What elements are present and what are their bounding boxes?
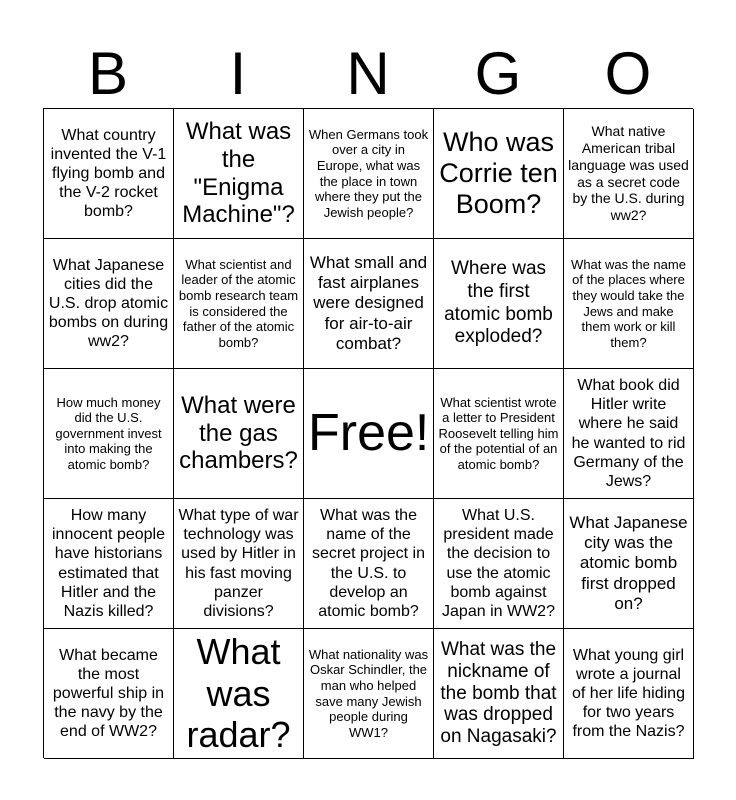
bingo-cell-r3c1[interactable] xyxy=(44,369,174,499)
cell-text: What U.S. president made the decision to use the atomic bomb against Japan in WW2? xyxy=(442,506,555,620)
bingo-cell-r5c4[interactable] xyxy=(434,629,564,759)
bingo-cell-r5c3[interactable] xyxy=(304,629,434,759)
bingo-cell-r2c5[interactable] xyxy=(564,239,694,369)
bingo-cell-r4c1[interactable] xyxy=(44,499,174,629)
bingo-cell-r2c1[interactable] xyxy=(44,239,174,369)
cell-text: What nationality was Oskar Schindler, the man who helped save many Jewish people during WW1? xyxy=(308,646,429,740)
cell-text: Who was Corrie ten Boom? xyxy=(439,126,558,220)
cell-text: What was the "Enigma Machine"? xyxy=(182,118,295,229)
bingo-cell-r3c5[interactable] xyxy=(564,369,694,499)
bingo-cell-r5c2[interactable] xyxy=(174,629,304,759)
header-letter-n: N xyxy=(346,40,390,107)
cell-text: What scientist wrote a letter to President Roosevelt telling him of the potential of an atomic bomb? xyxy=(438,394,559,472)
cell-text: What book did Hitler write where he said he wanted to rid Germany of the Jews? xyxy=(571,376,686,490)
header-letter-o: O xyxy=(604,40,652,107)
cell-text: What Japanese cities did the U.S. drop atomic bombs on during ww2? xyxy=(48,256,169,351)
cell-text: What became the most powerful ship in the navy by the end of WW2? xyxy=(52,646,165,741)
cell-text: What was the nickname of the bomb that was dropped on Nagasaki? xyxy=(440,638,557,748)
bingo-cell-r5c5[interactable] xyxy=(564,629,694,759)
bingo-cell-r2c4[interactable] xyxy=(434,239,564,369)
bingo-cell-r2c3[interactable] xyxy=(304,239,434,369)
bingo-board xyxy=(43,108,693,758)
bingo-cell-r4c5[interactable] xyxy=(564,499,694,629)
bingo-cell-r1c2[interactable] xyxy=(174,109,304,239)
bingo-cell-r4c4[interactable] xyxy=(434,499,564,629)
header-letter-g: G xyxy=(474,40,522,107)
cell-text: What was the name of the secret project in the U.S. to develop an atomic bomb? xyxy=(312,506,425,620)
cell-text: Where was the first atomic bomb exploded? xyxy=(444,257,553,348)
cell-text: What scientist and leader of the atomic bomb research team is considered the father of the atomic bomb? xyxy=(178,256,299,350)
cell-text: What was the name of the places where they would take the Jews and make them work or kill them? xyxy=(571,256,686,350)
cell-text: How much money did the U.S. government invest into making the atomic bomb? xyxy=(55,394,162,472)
cell-text: How many innocent people have historians estimated that Hitler and the Nazis killed? xyxy=(52,506,165,620)
cell-text: What young girl wrote a journal of her life hiding for two years from the Nazis? xyxy=(572,646,685,741)
bingo-cell-r2c2[interactable] xyxy=(174,239,304,369)
bingo-cell-r5c1[interactable] xyxy=(44,629,174,759)
bingo-cell-free[interactable] xyxy=(304,369,434,499)
cell-text: What type of war technology was used by Hitler in his fast moving panzer divisions? xyxy=(178,506,299,620)
cell-text: What was radar? xyxy=(186,631,291,756)
cell-text: What were the gas chambers? xyxy=(179,392,298,475)
bingo-cell-r3c4[interactable] xyxy=(434,369,564,499)
free-space-text: Free! xyxy=(308,404,430,463)
bingo-cell-r1c5[interactable] xyxy=(564,109,694,239)
header-letter-b: B xyxy=(87,40,129,107)
bingo-header xyxy=(43,40,693,108)
bingo-cell-r1c3[interactable] xyxy=(304,109,434,239)
bingo-cell-r1c4[interactable] xyxy=(434,109,564,239)
cell-text: What Japanese city was the atomic bomb first dropped on? xyxy=(569,512,688,614)
bingo-cell-r4c2[interactable] xyxy=(174,499,304,629)
cell-text: What small and fast airplanes were designed for air-to-air combat? xyxy=(309,252,428,354)
cell-text: What native American tribal language was used as a secret code by the U.S. during ww2? xyxy=(568,123,689,224)
cell-text: When Germans took over a city in Europe, what was the place in town where they put the Jewish people? xyxy=(308,126,429,220)
bingo-cell-r1c1[interactable] xyxy=(44,109,174,239)
header-letter-i: I xyxy=(229,40,247,107)
cell-text: What country invented the V-1 flying bomb and the V-2 rocket bomb? xyxy=(50,126,167,221)
bingo-cell-r4c3[interactable] xyxy=(304,499,434,629)
bingo-cell-r3c2[interactable] xyxy=(174,369,304,499)
